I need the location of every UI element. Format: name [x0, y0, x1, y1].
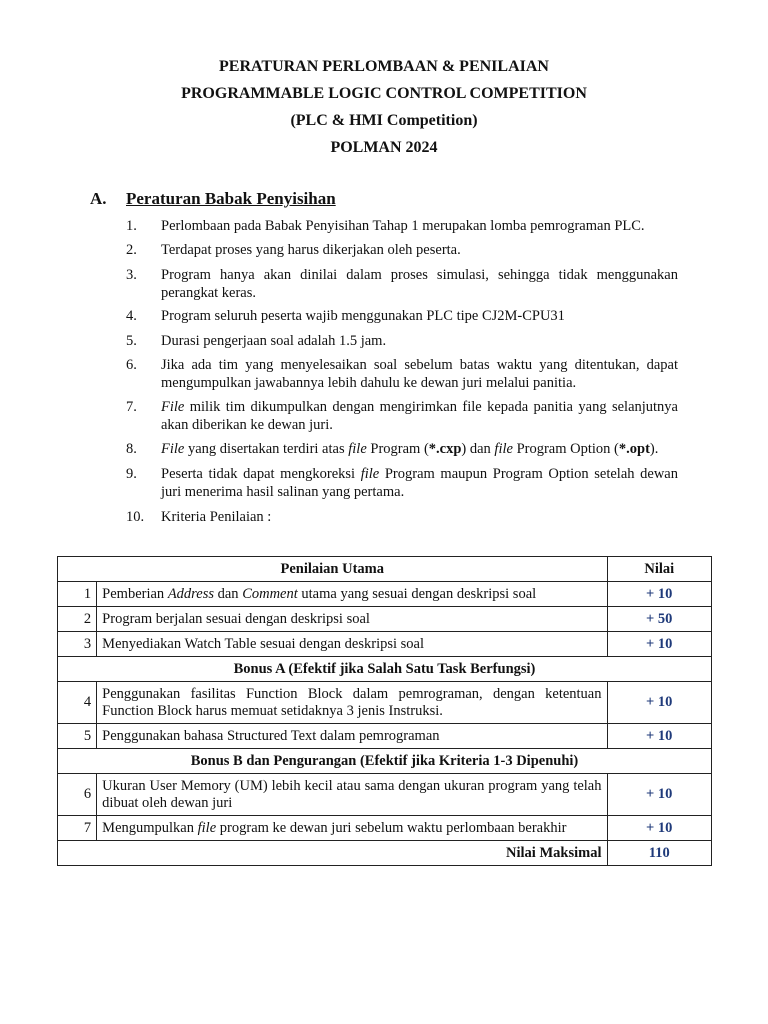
table-row — [58, 816, 712, 841]
row-text-italic: file — [197, 819, 217, 836]
rule-item — [126, 332, 678, 350]
rule-number: 10. — [126, 509, 145, 525]
table-row — [58, 774, 712, 816]
header-value: Nilai — [607, 557, 712, 582]
rule-text — [161, 465, 678, 501]
rule-item — [126, 508, 678, 526]
document-title — [0, 53, 768, 161]
rule-item — [126, 217, 678, 235]
title-line-3: (PLC & HMI Competition) — [290, 112, 478, 129]
section-letter: A. — [90, 189, 107, 208]
row-number: 1 — [58, 582, 97, 607]
rule-text-part: ) dan — [461, 441, 495, 457]
bonus-a-header-row — [58, 657, 712, 682]
rule-text — [161, 398, 678, 434]
title-line-4: POLMAN 2024 — [330, 139, 438, 156]
rule-text-part: Program maupun Program Option setelah dewan juri menerima hasil salinan yang pertama. — [161, 466, 678, 500]
rule-number: 8. — [126, 441, 137, 457]
rule-number: 4. — [126, 308, 137, 324]
row-text-part: dan — [214, 585, 243, 602]
rule-text-italic: file — [360, 466, 380, 482]
table-row — [58, 632, 712, 657]
rule-text — [161, 440, 678, 458]
row-description: Penggunakan bahasa Structured Text dalam pemrograman — [97, 724, 607, 749]
row-value: + 10 — [607, 582, 712, 607]
rule-number: 9. — [126, 466, 137, 482]
row-number: 6 — [58, 774, 97, 816]
rule-item — [126, 440, 678, 458]
rule-text: Program hanya akan dinilai dalam proses simulasi, sehingga tidak menggunakan perangkat keras. — [161, 267, 678, 301]
rule-text: Jika ada tim yang menyelesaikan soal sebelum batas waktu yang ditentukan, dapat mengumpulkan jawabannya lebih dahulu ke dewan juri melalui panitia. — [161, 357, 678, 391]
rule-number: 2. — [126, 242, 137, 258]
table-row — [58, 682, 712, 724]
total-value: 110 — [607, 841, 712, 866]
rule-text-italic: File — [161, 399, 185, 415]
rule-text-italic: file — [494, 441, 513, 457]
row-description — [97, 816, 607, 841]
rule-text-part: yang disertakan terdiri atas — [184, 441, 349, 457]
row-number: 3 — [58, 632, 97, 657]
rule-text-part: milik tim dikumpulkan dengan mengirimkan file kepada panitia yang selanjutnya akan diberikan ke dewan juri. — [161, 399, 678, 433]
table-header-row — [58, 557, 712, 582]
rule-text-part: Program Option ( — [512, 441, 619, 457]
row-number: 7 — [58, 816, 97, 841]
rule-item — [126, 241, 678, 259]
table-row — [58, 724, 712, 749]
title-line-1: PERATURAN PERLOMBAAN & PENILAIAN — [219, 58, 549, 75]
row-description: Penggunakan fasilitas Function Block dalam pemrograman, dengan ketentuan Function Block harus memuat setidaknya 3 jenis Instruksi. — [97, 682, 607, 724]
table-row — [58, 607, 712, 632]
rule-item — [126, 398, 678, 434]
header-main: Penilaian Utama — [58, 557, 608, 582]
rule-number: 3. — [126, 267, 137, 283]
row-value: + 10 — [607, 816, 712, 841]
row-number: 5 — [58, 724, 97, 749]
rule-item — [126, 307, 678, 325]
row-number: 2 — [58, 607, 97, 632]
section-heading — [90, 189, 336, 209]
rule-item — [126, 356, 678, 392]
rule-number: 6. — [126, 357, 137, 373]
bonus-a-header: Bonus A (Efektif jika Salah Satu Task Berfungsi) — [58, 657, 712, 682]
rule-text-italic: file — [348, 441, 367, 457]
criteria-table — [57, 556, 712, 866]
row-value: + 50 — [607, 607, 712, 632]
rule-item — [126, 465, 678, 501]
row-text-part: Pemberian — [102, 585, 168, 602]
rule-number: 5. — [126, 333, 137, 349]
row-text-part: Mengumpulkan — [102, 819, 198, 836]
rule-number: 7. — [126, 399, 137, 415]
rule-text-italic: File — [161, 441, 185, 457]
row-description: Program berjalan sesuai dengan deskripsi soal — [97, 607, 607, 632]
rule-text-part: ). — [649, 441, 659, 457]
row-value: + 10 — [607, 724, 712, 749]
rule-text-part: Program ( — [366, 441, 429, 457]
rule-text-bold: *.opt — [618, 441, 650, 457]
rule-text: Perlombaan pada Babak Penyisihan Tahap 1 merupakan lomba pemrograman PLC. — [161, 218, 645, 234]
rule-text-bold: *.cxp — [428, 441, 462, 457]
row-text-part: program ke dewan juri sebelum waktu perlombaan berakhir — [216, 819, 567, 836]
rule-text: Terdapat proses yang harus dikerjakan oleh peserta. — [161, 242, 461, 258]
title-line-2: PROGRAMMABLE LOGIC CONTROL COMPETITION — [181, 85, 587, 102]
row-description: Ukuran User Memory (UM) lebih kecil atau sama dengan ukuran program yang telah dibuat oleh dewan juri — [97, 774, 607, 816]
row-description — [97, 582, 607, 607]
bonus-b-header-row — [58, 749, 712, 774]
row-value: + 10 — [607, 682, 712, 724]
rule-item — [126, 266, 678, 302]
row-value: + 10 — [607, 774, 712, 816]
row-number: 4 — [58, 682, 97, 724]
rule-text: Program seluruh peserta wajib menggunakan PLC tipe CJ2M-CPU31 — [161, 308, 565, 324]
rule-text: Durasi pengerjaan soal adalah 1.5 jam. — [161, 333, 387, 349]
row-value: + 10 — [607, 632, 712, 657]
total-row — [58, 841, 712, 866]
row-text-italic: Address — [167, 585, 214, 602]
table-row — [58, 582, 712, 607]
bonus-b-header: Bonus B dan Pengurangan (Efektif jika Kriteria 1-3 Dipenuhi) — [58, 749, 712, 774]
total-label: Nilai Maksimal — [58, 841, 608, 866]
row-text-part: utama yang sesuai dengan deskripsi soal — [297, 585, 537, 602]
rule-text: Kriteria Penilaian : — [161, 509, 272, 525]
rule-number: 1. — [126, 218, 137, 234]
section-heading-text: Peraturan Babak Penyisihan — [126, 189, 336, 208]
row-description: Menyediakan Watch Table sesuai dengan deskripsi soal — [97, 632, 607, 657]
row-text-italic: Comment — [242, 585, 298, 602]
rule-text-part: Peserta tidak dapat mengkoreksi — [161, 466, 361, 482]
